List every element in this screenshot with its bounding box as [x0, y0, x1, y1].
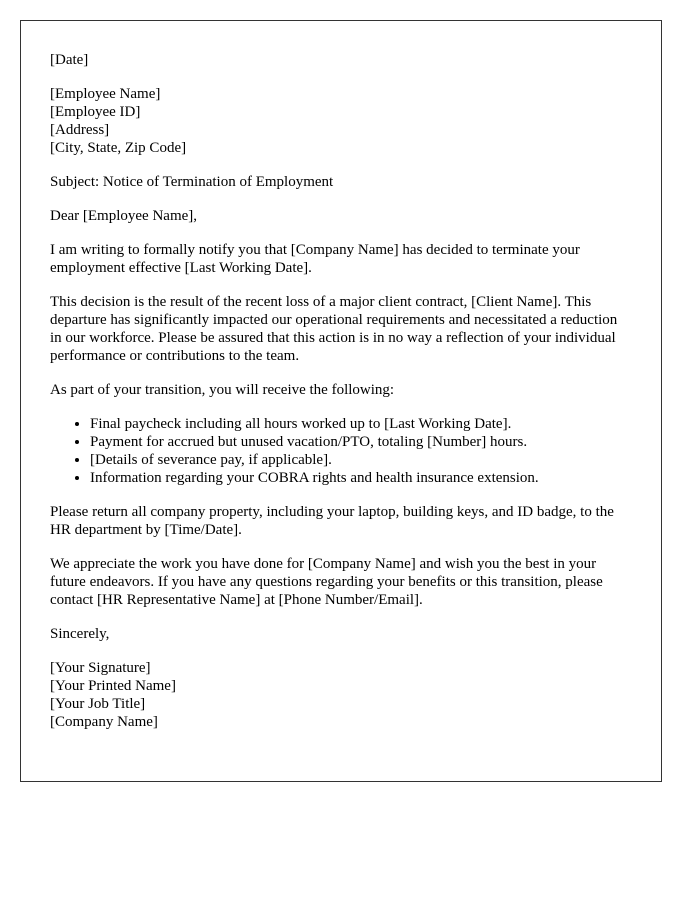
recipient-address [50, 85, 632, 157]
paragraph-notice: I am writing to formally notify you that [Company Name] has decided to terminate your employment effective [Last Working Date]. [50, 242, 580, 276]
paragraph-reason: This decision is the result of the recent loss of a major client contract, [Client Name]. This departure has significantly impacted our operational requirements and necessitated a reduction in our workforce. Please be assured that this action is in no way a reflection of your individual performance or contributions to the team. [50, 294, 618, 364]
signature-block [50, 659, 632, 731]
paragraph-appreciation: We appreciate the work you have done for [Company Name] and wish you the best in your future endeavors. If you have any questions regarding your benefits or this transition, please contact [HR Representative Name] at [Phone Number/Email]. [50, 556, 603, 608]
recipient-city: [City, State, Zip Code] [50, 140, 187, 156]
list-item: • Information regarding your COBRA rights and health insurance extension. [90, 469, 632, 487]
recipient-id: [Employee ID] [50, 104, 141, 120]
letter [20, 20, 662, 782]
paragraph-transition: As part of your transition, you will receive the following: [50, 382, 395, 398]
date: [Date] [50, 52, 89, 68]
company-name: [Company Name] [50, 714, 158, 730]
list-item: • [Details of severance pay, if applicable]. [90, 451, 632, 469]
subject: Subject: Notice of Termination of Employment [50, 174, 334, 190]
list-item: • Final paycheck including all hours worked up to [Last Working Date]. [90, 415, 632, 433]
recipient-name: [Employee Name] [50, 86, 161, 102]
signature: [Your Signature] [50, 660, 151, 676]
paragraph-property: Please return all company property, including your laptop, building keys, and ID badge, to the HR department by [Time/Date]. [50, 504, 614, 538]
list-item: • Payment for accrued but unused vacation/PTO, totaling [Number] hours. [90, 433, 632, 451]
benefits-list [50, 415, 632, 487]
signoff: Sincerely, [50, 626, 110, 642]
recipient-street: [Address] [50, 122, 110, 138]
printed-name: [Your Printed Name] [50, 678, 176, 694]
job-title: [Your Job Title] [50, 696, 146, 712]
salutation: Dear [Employee Name], [50, 208, 198, 224]
